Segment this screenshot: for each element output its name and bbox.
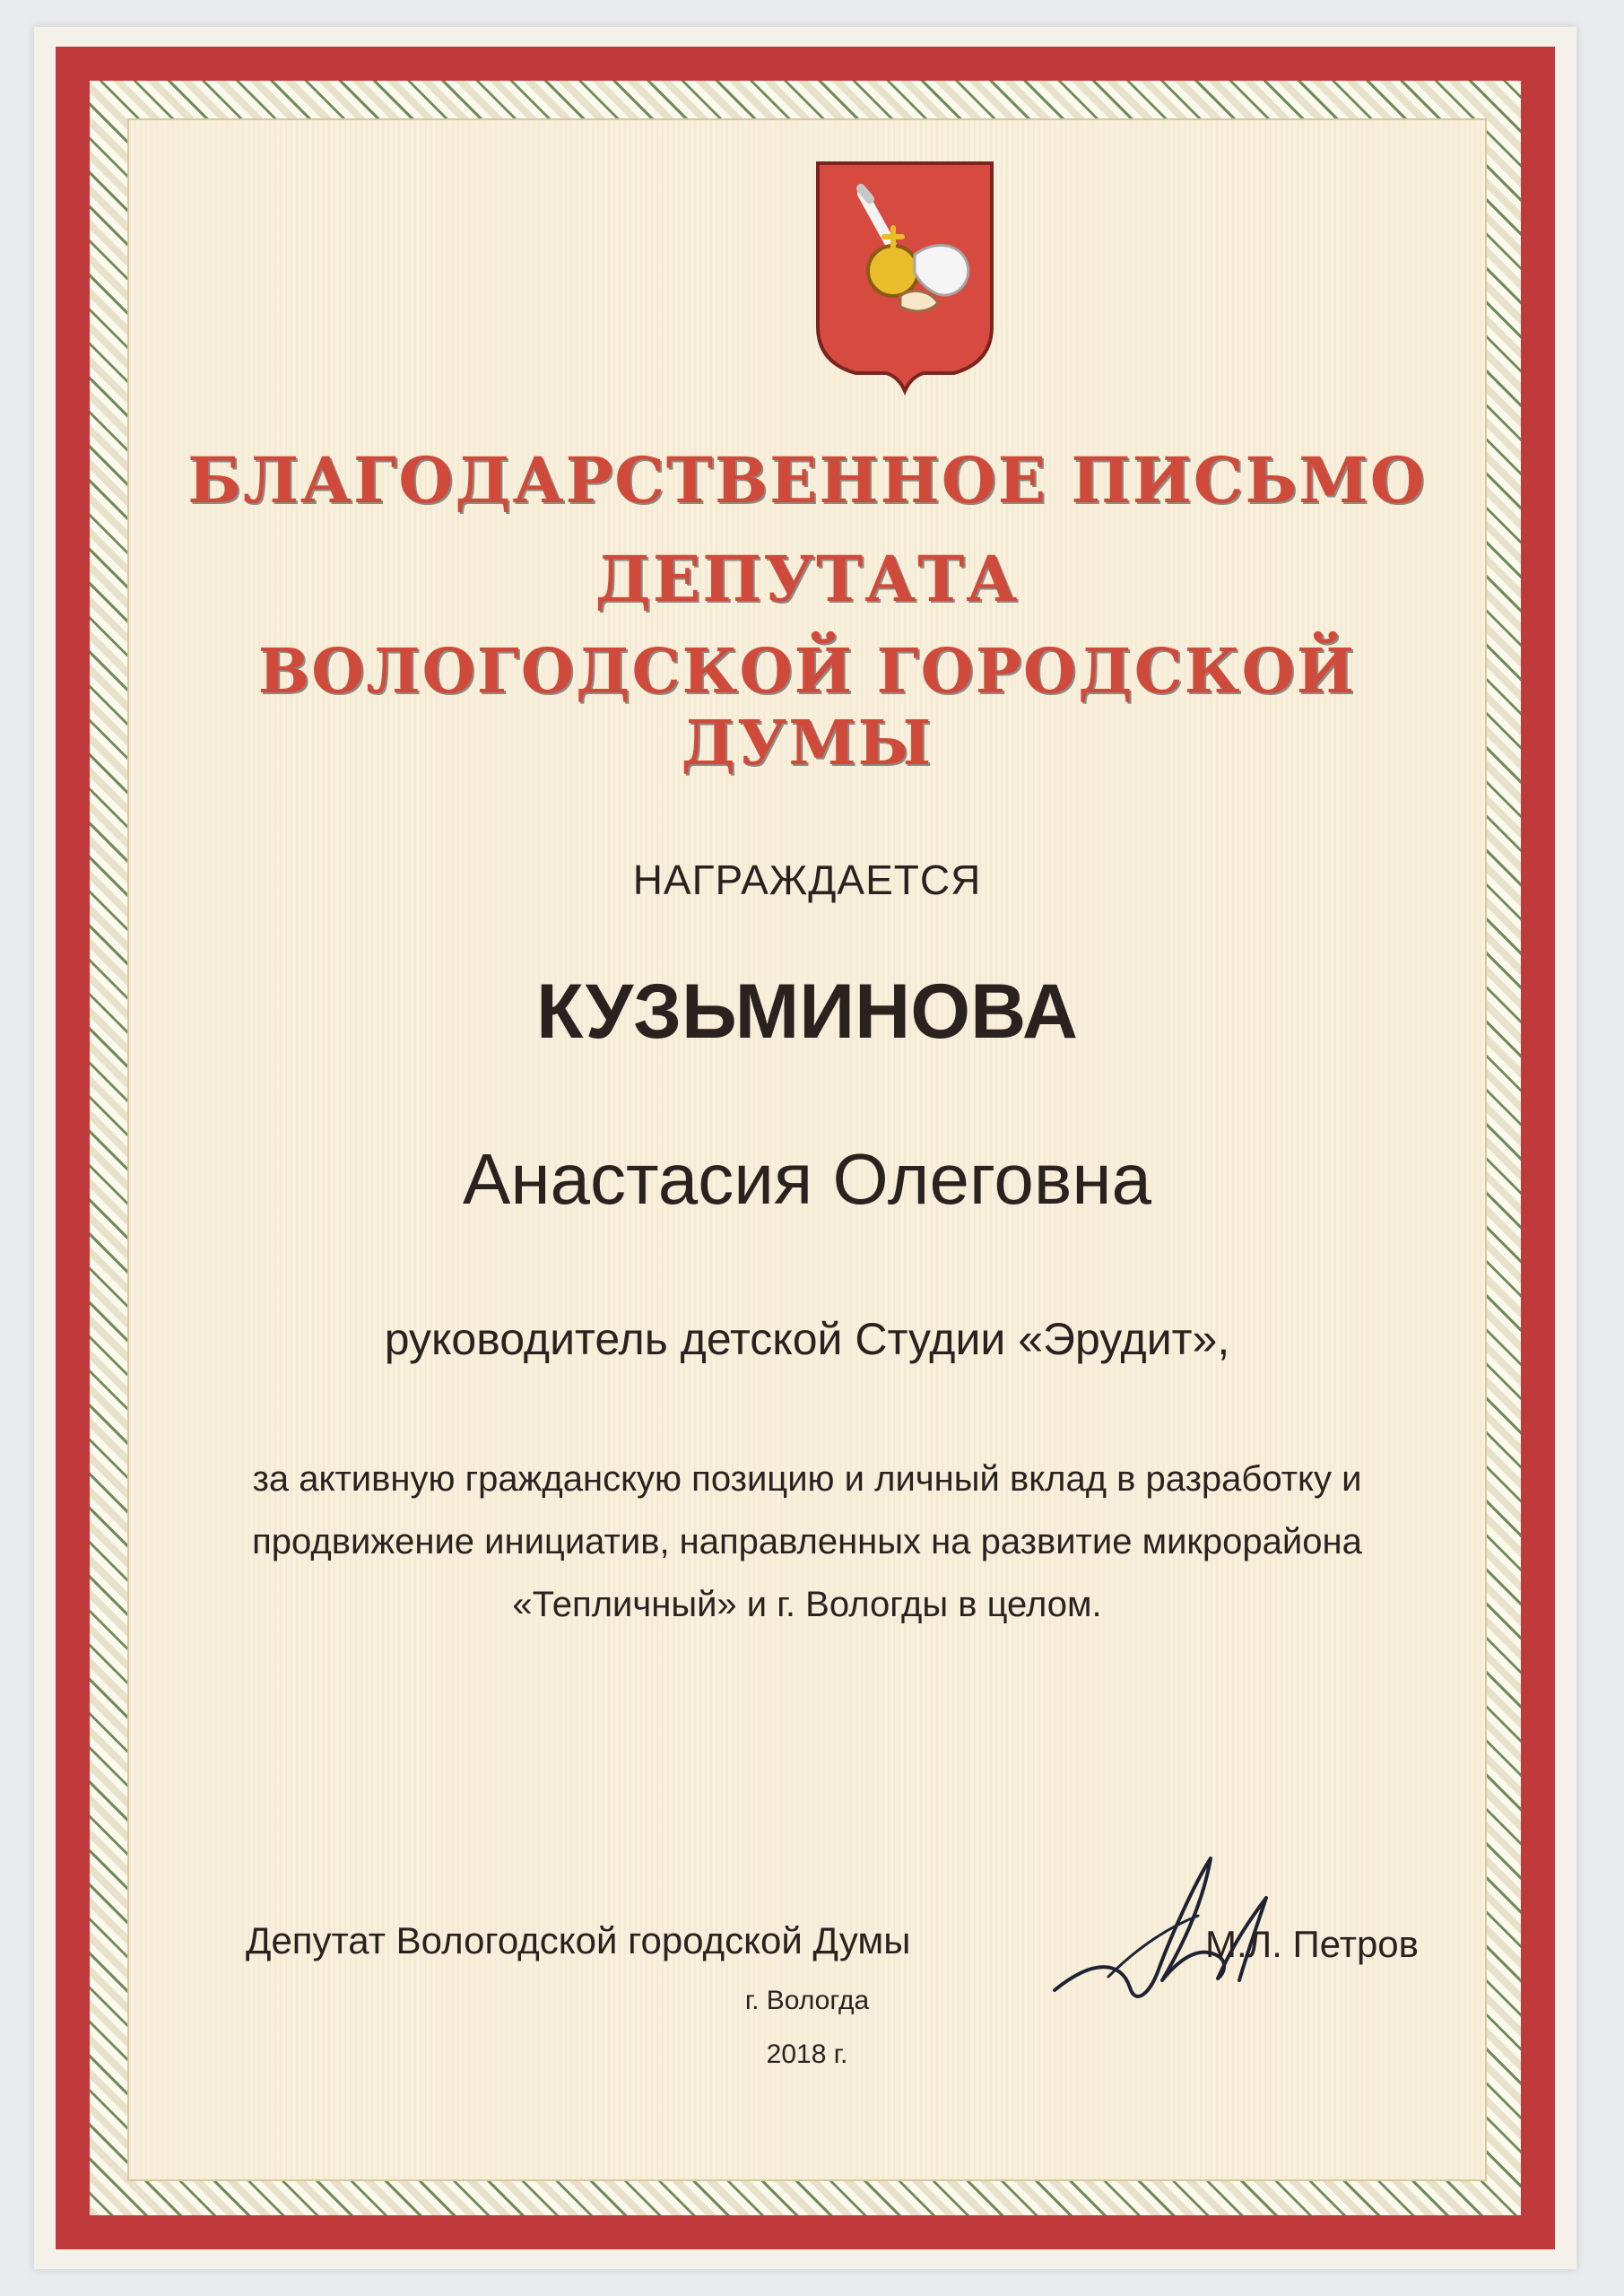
certificate-title-line-2: ДЕПУТАТА — [595, 542, 1020, 616]
award-reason: за активную гражданскую позицию и личный вклад в разработку и продвижение инициатив, направленных на развитие микрорайона «Тепличный» и г. Вологды в целом. — [252, 1459, 1362, 1624]
coat-of-arms-icon — [811, 156, 999, 398]
issue-place: г. Вологда — [744, 1986, 870, 2015]
recipient-names: Анастасия Олеговна — [462, 1139, 1152, 1219]
certificate-sheet — [34, 27, 1576, 2269]
signatory-name: М.Л. Петров — [1205, 1923, 1419, 1965]
awarded-label: НАГРАЖДАЕТСЯ — [632, 857, 982, 903]
signature-block — [129, 1842, 1485, 1995]
recipient-position: руководитель детской Студии «Эрудит», — [384, 1314, 1230, 1364]
signatory-title: Депутат Вологодской городской Думы — [246, 1919, 911, 1961]
certificate-title-line-1: БЛАГОДАРСТВЕННОЕ ПИСЬМО — [187, 443, 1427, 517]
issue-year: 2018 г. — [766, 2039, 848, 2069]
certificate-title-line-3: ВОЛОГОДСКОЙ ГОРОДСКОЙ ДУМЫ — [257, 636, 1357, 779]
certificate-panel — [127, 118, 1487, 2181]
recipient-surname: КУЗЬМИНОВА — [535, 969, 1079, 1055]
